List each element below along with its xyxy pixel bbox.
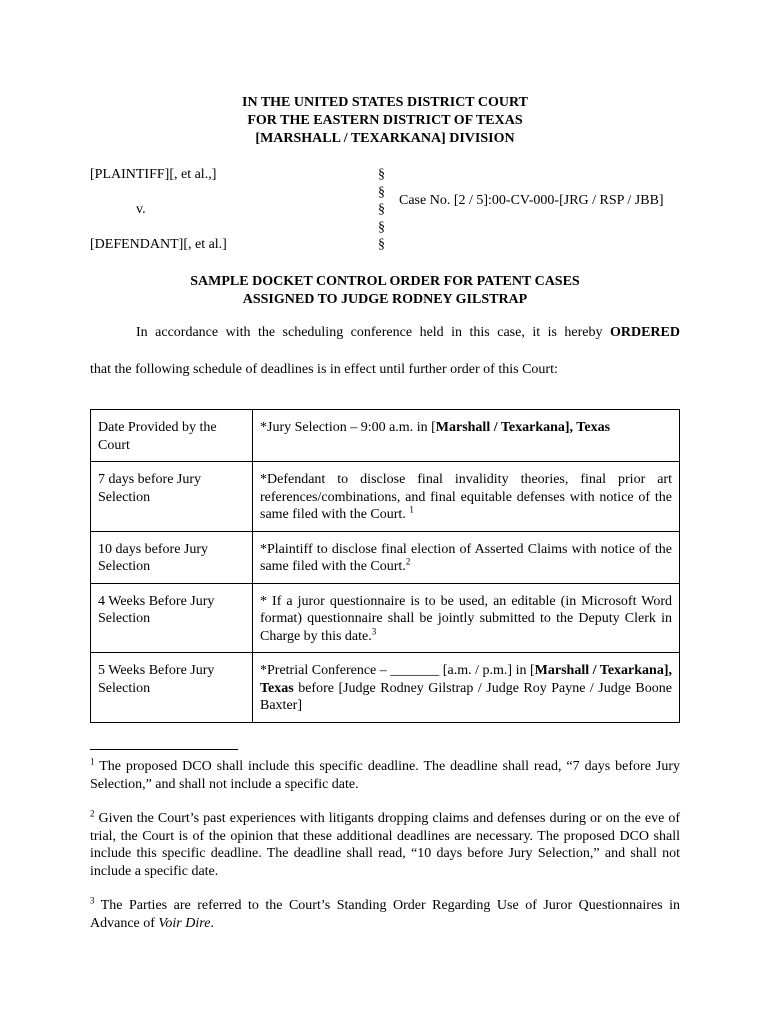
event-text: *Jury Selection – 9:00 a.m. in [ [260,420,436,435]
intro-text: In accordance with the scheduling conference held in this case, it is hereby [136,325,610,340]
footnote-text: Given the Court’s past experiences with litigants dropping claims and defenses during or on the eve of trial, the Court is of the opinion that these additional deadlines are necessary. The proposed DCO shall include this specific deadline. The deadline shall read, “10 days before Jury Selection,” and shall not include a specific date. [90,811,680,879]
event-text: *Defendant to disclose final invalidity theories, final prior art references/combinations, and final equitable defenses with notice of the same filed with the Court. [260,472,672,522]
deadline-event-cell [253,583,680,653]
event-text: *Plaintiff to disclose final election of Asserted Claims with notice of the same filed with the Court. [260,541,672,574]
table-row [91,653,680,723]
footnote-reference: 1 [409,504,414,515]
section-symbol: § [378,237,385,253]
defendant-name: [DEFENDANT][, et al.] [90,237,227,252]
deadline-schedule-table [90,409,680,723]
footnote-mark: 1 [90,756,95,767]
event-text-bold: Marshall / Texarkana], Texas [260,663,673,696]
section-symbol: § [378,219,385,235]
footnote-1 [90,758,680,793]
deadline-event-cell [253,531,680,583]
footnote-separator [90,749,238,750]
case-number: Case No. [2 / 5]:00-CV-000-[JRG / RSP / JBB] [399,193,664,208]
deadline-event-cell [253,653,680,723]
order-title-line-1: SAMPLE DOCKET CONTROL ORDER FOR PATENT CASES [190,274,580,289]
deadline-date-cell: 7 days before Jury Selection [91,462,253,532]
intro-paragraph-line-2: that the following schedule of deadlines is in effect until further order of this Court: [90,362,558,377]
court-name: IN THE UNITED STATES DISTRICT COURT [242,95,528,110]
case-caption-parties [90,166,360,253]
section-symbol: § [378,184,385,200]
footnote-2 [90,810,680,880]
deadline-date-cell: Date Provided by the Court [91,410,253,462]
table-row [91,462,680,532]
footnote-end: . [210,915,214,931]
section-symbol: § [378,202,385,218]
table-row [91,410,680,462]
event-text: *Pretrial Conference – _______ [a.m. / p.m.] in [ [260,663,535,678]
footnote-3 [90,897,680,932]
ordered-keyword: ORDERED [609,325,680,340]
table-row [91,531,680,583]
order-title-line-2: ASSIGNED TO JUDGE RODNEY GILSTRAP [242,292,528,307]
table-row [91,583,680,653]
plaintiff-name: [PLAINTIFF][, et al.,] [90,167,217,182]
deadline-date-cell: 5 Weeks Before Jury Selection [91,653,253,723]
deadline-event-cell [253,462,680,532]
event-text: before [Judge Rodney Gilstrap / Judge Roy Payne / Judge Boone Baxter] [260,680,672,713]
footnote-mark: 3 [90,895,95,906]
footnote-reference: 3 [371,625,377,636]
section-symbol-column [378,166,390,254]
footnote-text: The Parties are referred to the Court’s Standing Order Regarding Use of Juror Questionnaires in Advance of [90,898,680,931]
event-text: * If a juror questionnaire is to be used, an editable (in Microsoft Word format) questionnaire shall be jointly submitted to the Deputy Clerk in Charge by this date. [260,593,672,644]
footnote-italic-term: Voir Dire [158,915,211,931]
versus-label: v. [136,202,146,217]
court-header [90,94,680,148]
deadline-event-cell [253,410,680,462]
order-title [90,273,680,309]
intro-paragraph-line-1 [90,324,680,341]
district-name: FOR THE EASTERN DISTRICT OF TEXAS [247,113,523,128]
footnote-text: The proposed DCO shall include this specific deadline. The deadline shall read, “7 days before Jury Selection,” and shall not include a specific date. [90,759,680,792]
division-name: [MARSHALL / TEXARKANA] DIVISION [255,131,515,146]
deadline-date-cell: 4 Weeks Before Jury Selection [91,583,253,653]
footnote-reference: 2 [405,556,411,567]
deadline-date-cell: 10 days before Jury Selection [91,531,253,583]
section-symbol: § [378,167,385,182]
event-text-bold: Marshall / Texarkana], Texas [435,420,611,435]
footnote-mark: 2 [90,808,95,819]
